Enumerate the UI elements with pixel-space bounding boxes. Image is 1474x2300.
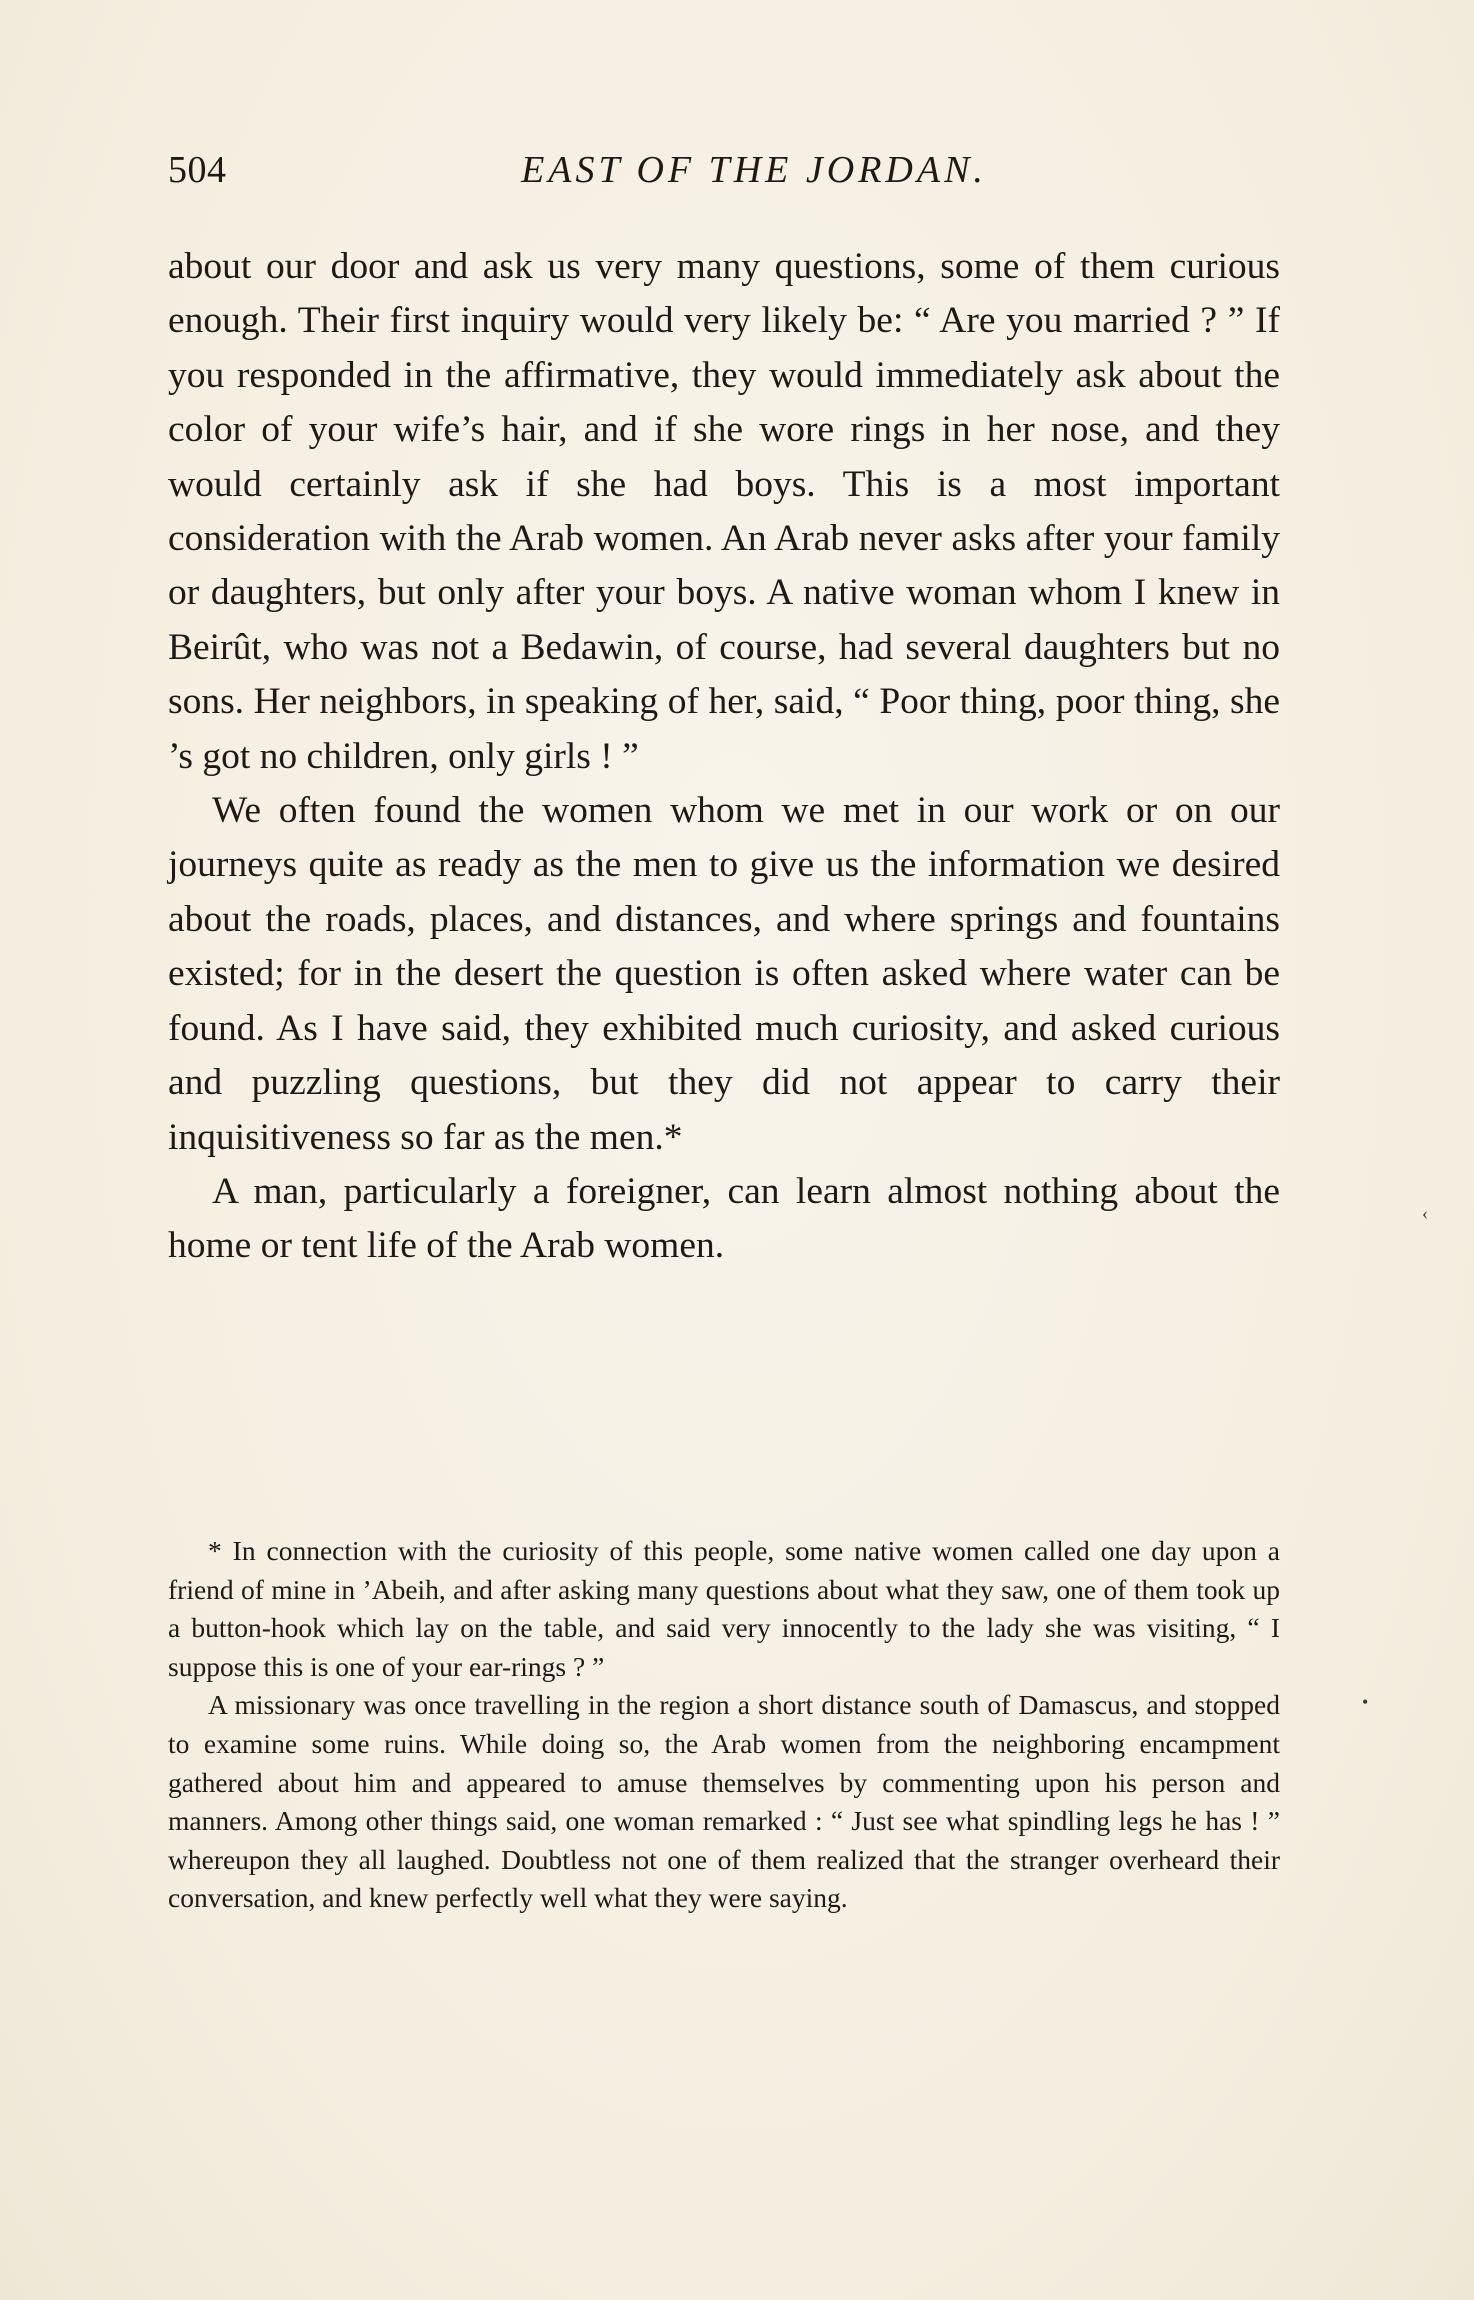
- body-paragraph: about our door and ask us very many questions, some of them curious enough. Their first inquiry would very likely be: “ Are you married ? ” If you responded in the affirmative, they would immediately ask about the color of your wife’s hair, and if she wore rings in her nose, and they would certainly ask if she had boys. This is a most important consideration with the Arab women. An Arab never asks after your family or daughters, but only after your boys. A native woman whom I knew in Beirût, who was not a Bedawin, of course, had several daughters but no sons. Her neighbors, in speaking of her, said, “ Poor thing, poor thing, she ’s got no children, only girls ! ”: [168, 246, 1280, 777]
- running-head: EAST OF THE JORDAN.: [521, 149, 987, 191]
- body-paragraph: We often found the women whom we met in our work or on our journeys quite as ready as the men to give us the information we desired about the roads, places, and distances, and where springs and fountains existed; for in the desert the question is often asked where water can be found. As I have said, they exhibited much curiosity, and asked curious and puzzling questions, but they did not appear to carry their inquisitiveness so far as the men.*: [168, 790, 1280, 1158]
- margin-mark: ‹: [1422, 1203, 1428, 1223]
- footnotes: [168, 1532, 1280, 1918]
- footnote-paragraph: * In connection with the curiosity of this people, some native women called one day upon a friend of mine in ’Abeih, and after asking many questions about what they saw, one of them took up a button-hook which lay on the table, and said very innocently to the lady she was visiting, “ I suppose this is one of your ear-rings ? ”: [168, 1535, 1280, 1682]
- page-number: 504: [168, 149, 227, 191]
- footnote-paragraph: A missionary was once travelling in the region a short distance south of Damascus, and stopped to examine some ruins. While doing so, the Arab women from the neighboring encampment gathered about him and appeared to amuse themselves by commenting upon his person and manners. Among other things said, one woman remarked : “ Just see what spindling legs he has ! ” whereupon they all laughed. Doubtless not one of them realized that the stranger overheard their conversation, and knew perfectly well what they were saying.: [168, 1689, 1280, 1914]
- page-header: [168, 148, 1280, 208]
- body-paragraph: A man, particularly a foreigner, can learn almost nothing about the home or tent life of the Arab women.: [168, 1170, 1280, 1267]
- margin-dot: •: [1362, 1692, 1369, 1712]
- body-text: [168, 240, 1280, 1274]
